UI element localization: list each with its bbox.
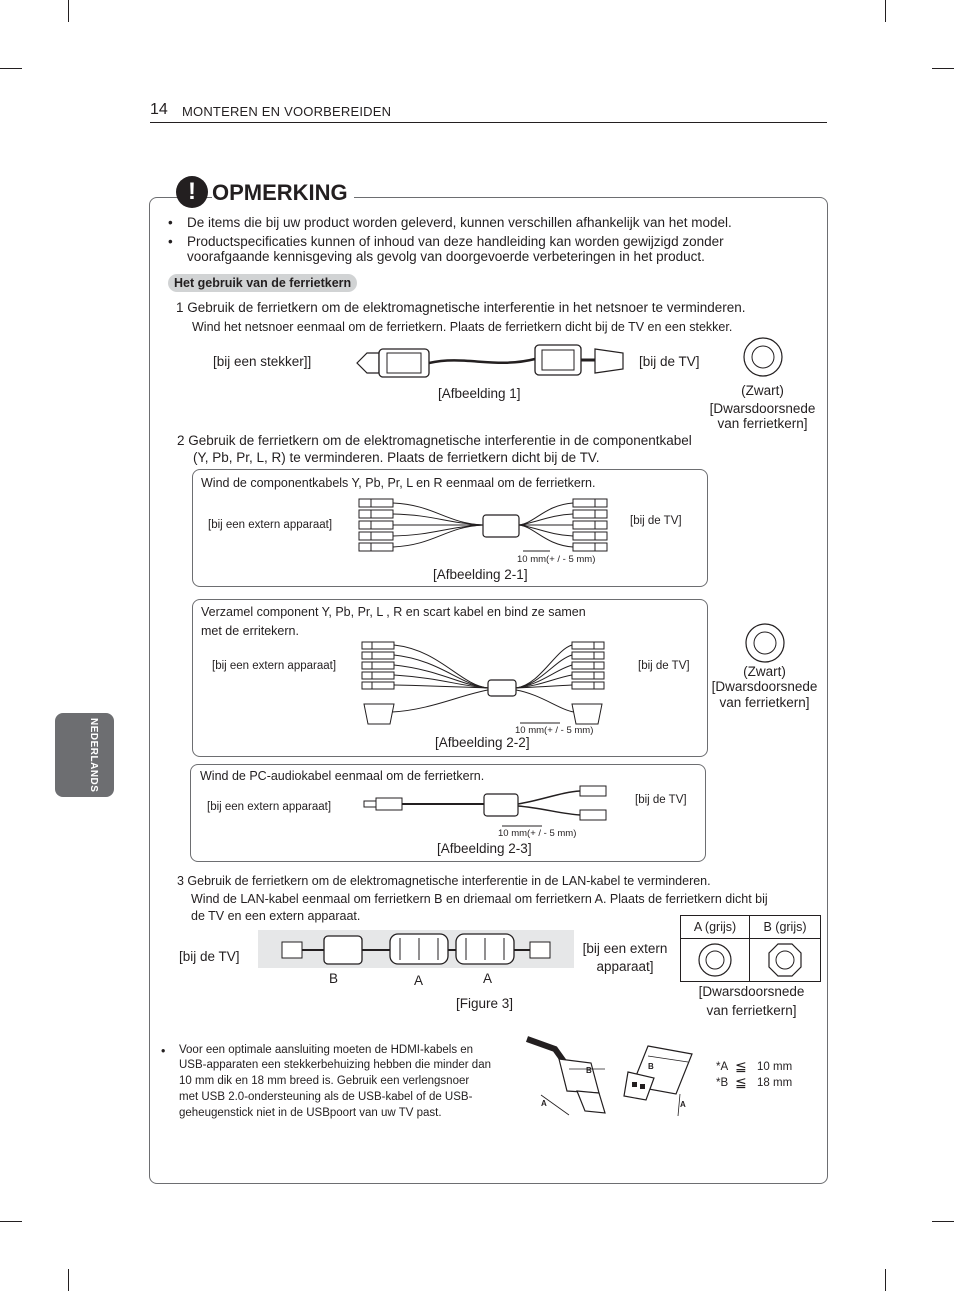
crop-mark <box>932 68 954 69</box>
language-tab-label: NEDERLANDS <box>88 718 99 793</box>
figure-left-label: [bij een extern apparaat] <box>212 660 337 672</box>
dimension-label-a: *A <box>716 1061 729 1073</box>
figure-left-label: [bij een extern apparaat] <box>208 519 333 531</box>
core-label: van ferrietkern] <box>719 695 810 710</box>
crop-mark <box>68 1269 69 1291</box>
subheading-pill: Het gebruik van de ferrietkern <box>168 274 357 292</box>
note-title: OPMERKING <box>212 180 354 206</box>
bullet-dot: • <box>168 215 173 230</box>
figure-caption: [Afbeelding 2-3] <box>437 841 532 856</box>
step1-right-label: [bij de TV] <box>639 354 700 369</box>
bullet-text: Productspecificaties kunnen of inhoud van deze handleiding kan worden gewijzigd zonder <box>187 234 724 249</box>
figure-text: Wind de componentkabels Y, Pb, Pr, L en R eenmaal om de ferrietkern. <box>201 476 596 490</box>
figure-dimension: 10 mm(+ / - 5 mm) <box>515 725 594 736</box>
usb-dim-b: B <box>648 1062 654 1071</box>
language-tab <box>55 713 114 797</box>
table-divider <box>749 939 750 981</box>
hdmi-plug-illustration <box>525 1035 620 1120</box>
step3-detail: Wind de LAN-kabel eenmaal om ferrietkern B en driemaal om ferrietkern A. Plaats de ferrietkern dicht bij <box>191 892 768 906</box>
dimension-label-b: *B <box>716 1077 729 1089</box>
crop-mark <box>885 1269 886 1291</box>
step1-detail: Wind het netsnoer eenmaal om de ferrietkern. Plaats de ferrietkern dicht bij de TV en een stekker. <box>192 320 733 334</box>
core-marker-a: A <box>414 973 424 988</box>
step1-left-label: [bij een stekker]] <box>213 354 312 369</box>
header-rule <box>150 122 827 123</box>
hdmi-note-line: 10 mm dik en 18 mm breed is. Gebruik een verlengsnoer <box>179 1075 470 1087</box>
step3-left-label: [bij de TV] <box>179 949 240 964</box>
hdmi-note-line: met USB 2.0-ondersteuning als de USB-kabel of de USB- <box>179 1091 473 1103</box>
pc-audio-cable-illustration <box>362 780 612 830</box>
power-cord-illustration <box>355 335 635 380</box>
core-color-label: (Zwart) <box>741 383 784 398</box>
core-b-cross-section-icon <box>767 942 803 978</box>
core-color-label: (Zwart) <box>743 664 786 679</box>
dimension-value-a: 10 mm <box>757 1061 793 1073</box>
ferrite-core-cross-section-icon <box>745 623 787 665</box>
ferrite-core-cross-section-icon <box>743 337 785 379</box>
hdmi-dim-a: A <box>541 1099 547 1108</box>
step3-detail: de TV en een extern apparaat. <box>191 909 361 923</box>
table-header-b: B (grijs) <box>750 916 820 939</box>
hdmi-note-line: geheugenstick niet in de USBpoort van uw TV past. <box>179 1107 442 1119</box>
page-number: 14 <box>150 101 168 118</box>
dimension-value-b: 18 mm <box>757 1077 793 1089</box>
bullet-dot: • <box>161 1044 166 1058</box>
step3-title: 3 Gebruik de ferrietkern om de elektromagnetische interferentie in de LAN-kabel te verminderen. <box>177 874 711 888</box>
figure-dimension: 10 mm(+ / - 5 mm) <box>517 554 596 565</box>
bullet-dot: • <box>168 234 173 249</box>
step3-right-label: apparaat] <box>596 959 654 974</box>
bullet-text: De items die bij uw product worden geleverd, kunnen verschillen afhankelijk van het model. <box>187 215 732 230</box>
step3-right-label: [bij een extern <box>582 941 668 956</box>
crop-mark <box>0 68 22 69</box>
core-marker-b: B <box>329 971 339 986</box>
section-title: MONTEREN EN VOORBEREIDEN <box>182 104 392 119</box>
less-equal-icon: ≦ <box>735 1058 747 1074</box>
crop-mark <box>885 0 886 22</box>
step3-caption: [Figure 3] <box>456 996 514 1011</box>
usb-dim-a: A <box>680 1100 686 1109</box>
hdmi-dim-b: B <box>586 1066 592 1075</box>
figure-text: Wind de PC-audiokabel eenmaal om de ferrietkern. <box>200 769 485 783</box>
component-scart-cable-illustration <box>360 640 620 735</box>
hdmi-note-line: USB-apparaten een stekkerbehuizing hebben die minder dan <box>179 1059 491 1071</box>
step1-caption: [Afbeelding 1] <box>438 386 521 401</box>
hdmi-note-line: Voor een optimale aansluiting moeten de HDMI-kabels en <box>179 1044 474 1056</box>
core-label: [Dwarsdoorsnede <box>709 401 816 416</box>
core-label: [Dwarsdoorsnede <box>698 984 805 999</box>
exclamation-icon: ! <box>176 176 208 208</box>
figure-text: met de erritekern. <box>201 624 299 638</box>
less-equal-icon: ≦ <box>735 1074 747 1090</box>
figure-dimension: 10 mm(+ / - 5 mm) <box>498 828 577 839</box>
crop-mark <box>68 0 69 22</box>
lan-cable-illustration <box>258 930 574 970</box>
figure-right-label: [bij de TV] <box>635 794 687 806</box>
core-a-cross-section-icon <box>697 942 733 978</box>
bullet-text: voorafgaande kennisgeving als gevolg van doorgevoerde verbeteringen in het product. <box>187 249 705 264</box>
table-header-a: A (grijs) <box>681 916 750 939</box>
step2-title: 2 Gebruik de ferrietkern om de elektromagnetische interferentie in de componentkabel <box>177 433 692 448</box>
figure-right-label: [bij de TV] <box>630 515 682 527</box>
core-label: van ferrietkern] <box>706 1003 797 1018</box>
step2-title: (Y, Pb, Pr, L, R) te verminderen. Plaats de ferrietkern dicht bij de TV. <box>193 450 600 465</box>
figure-caption: [Afbeelding 2-2] <box>435 735 530 750</box>
core-label: [Dwarsdoorsnede <box>711 679 818 694</box>
figure-right-label: [bij de TV] <box>638 660 690 672</box>
step1-title: 1 Gebruik de ferrietkern om de elektromagnetische interferentie in het netsnoer te verminderen. <box>176 300 746 315</box>
core-marker-a: A <box>483 971 493 986</box>
ferrite-core-table <box>680 915 821 982</box>
crop-mark <box>932 1221 954 1222</box>
component-cable-illustration <box>355 495 620 555</box>
figure-text: Verzamel component Y, Pb, Pr, L , R en scart kabel en bind ze samen <box>201 605 586 619</box>
core-label: van ferrietkern] <box>717 416 808 431</box>
figure-caption: [Afbeelding 2-1] <box>433 567 528 582</box>
crop-mark <box>0 1221 22 1222</box>
figure-left-label: [bij een extern apparaat] <box>207 801 332 813</box>
